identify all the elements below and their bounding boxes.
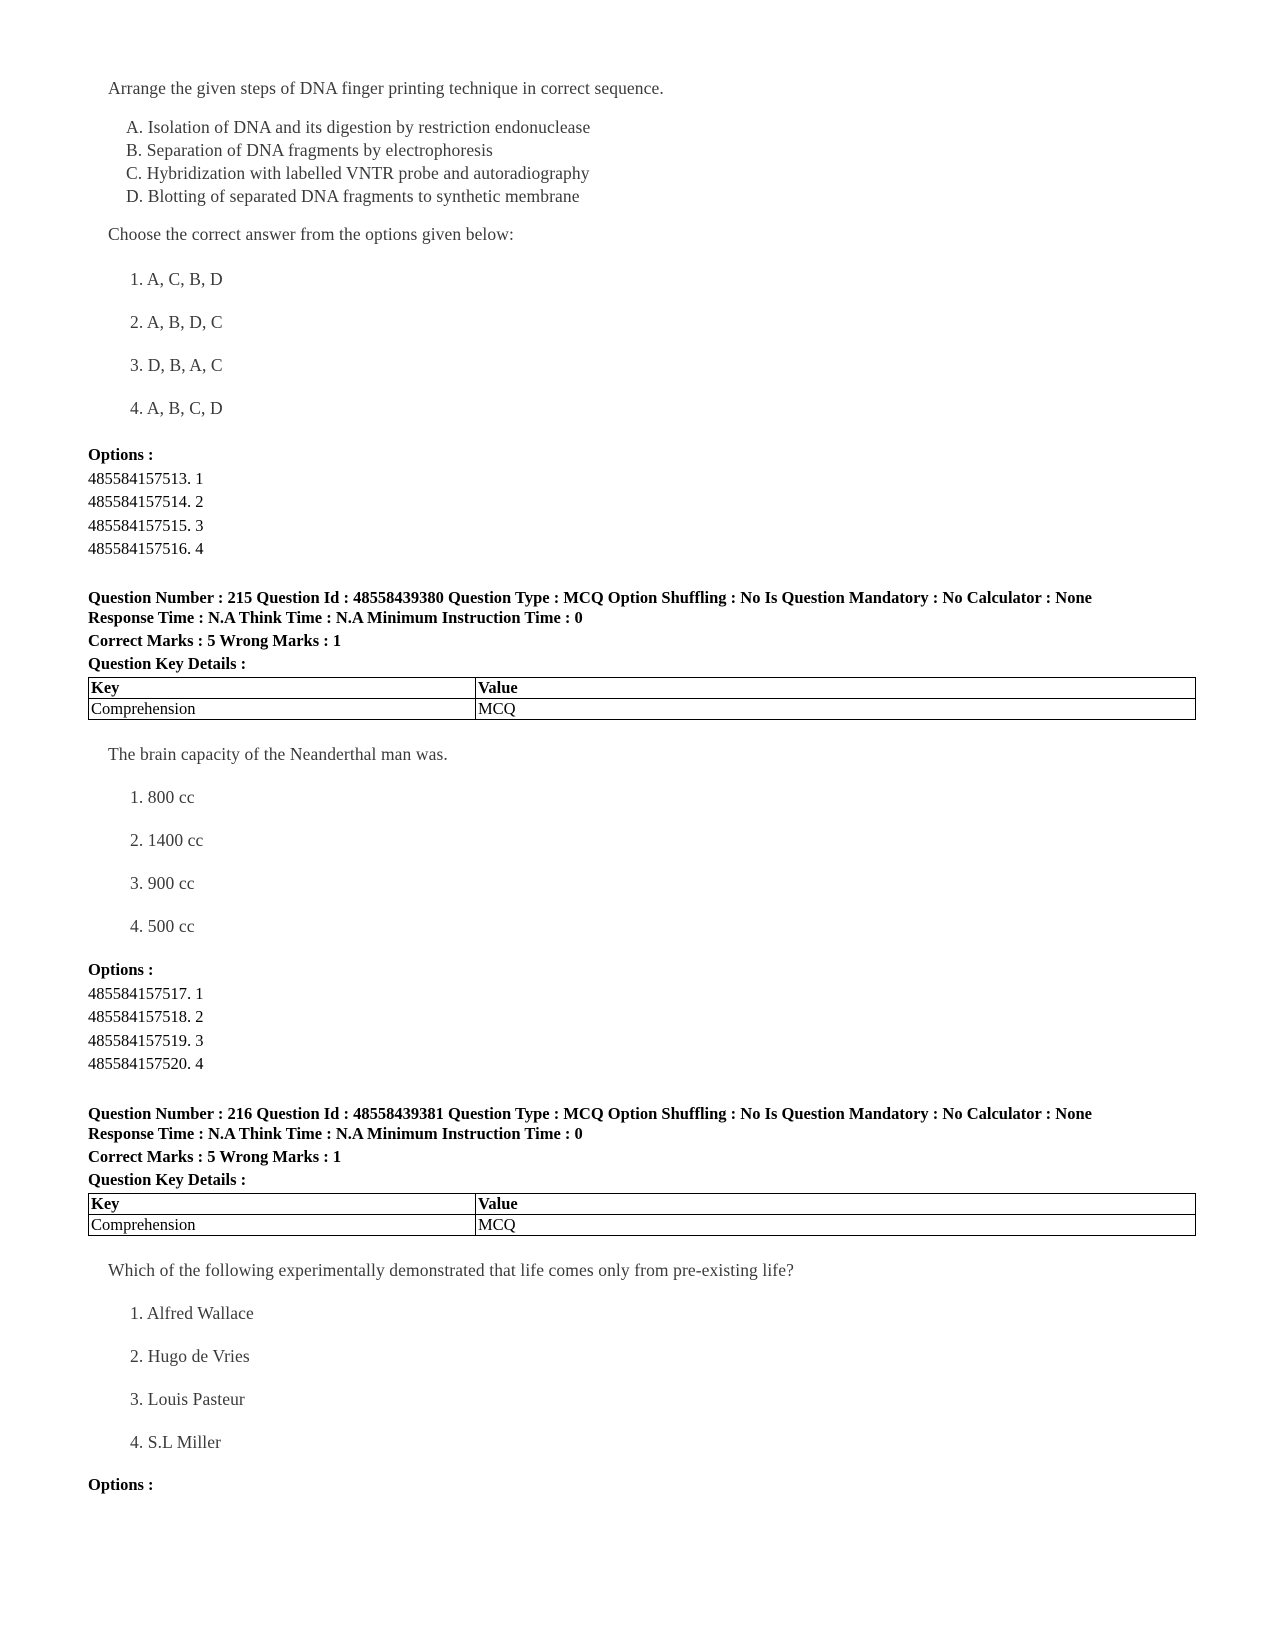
- question-meta-line: Response Time : N.A Think Time : N.A Minimum Instruction Time : 0: [88, 608, 583, 627]
- option-id: 485584157518. 2: [88, 1007, 204, 1026]
- option-id: 485584157516. 4: [88, 539, 204, 558]
- table-cell: Value: [476, 678, 1196, 699]
- step-item: B. Separation of DNA fragments by electrophoresis: [126, 140, 493, 160]
- option-id: 485584157515. 3: [88, 515, 204, 535]
- key-details-label: Question Key Details :: [88, 1170, 247, 1189]
- step-list: [126, 116, 808, 208]
- options-block: [88, 958, 204, 1076]
- choice-item: 3. D, B, A, C: [130, 355, 223, 375]
- table-cell: Key: [89, 678, 476, 699]
- options-label: Options :: [88, 960, 154, 979]
- choice-item: 2. 1400 cc: [130, 830, 204, 850]
- option-id: 485584157520. 4: [88, 1054, 204, 1073]
- choice-item: 1. A, C, B, D: [130, 269, 223, 289]
- options-block: [88, 1473, 154, 1497]
- question-215-image: [108, 744, 708, 944]
- table-cell: MCQ: [476, 699, 1196, 720]
- choice-item: 2. A, B, D, C: [130, 312, 223, 332]
- table-header-row: [89, 678, 1196, 699]
- choice-item: 4. S.L Miller: [130, 1432, 222, 1452]
- question-216-header: [88, 1104, 1092, 1190]
- table-cell: MCQ: [476, 1215, 1196, 1236]
- options-block: [88, 443, 204, 561]
- step-item: C. Hybridization with labelled VNTR probe and autoradiography: [126, 163, 590, 183]
- table-cell: Value: [476, 1194, 1196, 1215]
- choice-item: 4. A, B, C, D: [130, 398, 223, 418]
- table-header-row: [89, 1194, 1196, 1215]
- option-id: 485584157514. 2: [88, 492, 204, 511]
- table-cell: Comprehension: [89, 1215, 476, 1236]
- key-details-label: Question Key Details :: [88, 654, 247, 673]
- choice-item: 4. 500 cc: [130, 916, 195, 936]
- table-row: [89, 1215, 1196, 1236]
- marks-line: Correct Marks : 5 Wrong Marks : 1: [88, 1147, 342, 1166]
- question-meta-line: Question Number : 216 Question Id : 48558439381 Question Type : MCQ Option Shuffling : No Is Question Mandatory : No Calculator : None: [88, 1104, 1092, 1123]
- table-row: [89, 699, 1196, 720]
- options-label: Options :: [88, 1475, 154, 1494]
- choice-item: 2. Hugo de Vries: [130, 1346, 250, 1366]
- question-meta-line: Question Number : 215 Question Id : 48558439380 Question Type : MCQ Option Shuffling : No Is Question Mandatory : No Calculator : None: [88, 588, 1092, 607]
- choice-item: 3. 900 cc: [130, 873, 195, 893]
- option-id: 485584157513. 1: [88, 468, 204, 488]
- choice-item: 1. Alfred Wallace: [130, 1303, 254, 1323]
- table-cell: Key: [89, 1194, 476, 1215]
- choice-item: 3. Louis Pasteur: [130, 1389, 245, 1409]
- choose-instruction: Choose the correct answer from the options given below:: [108, 224, 514, 244]
- table-cell: Comprehension: [89, 699, 476, 720]
- step-item: A. Isolation of DNA and its digestion by restriction endonuclease: [126, 117, 591, 137]
- question-key-table: [88, 677, 1196, 720]
- question-stem: Which of the following experimentally demonstrated that life comes only from pre-existing life?: [108, 1260, 794, 1280]
- question-214-image: [108, 78, 808, 438]
- step-item: D. Blotting of separated DNA fragments to synthetic membrane: [126, 186, 580, 206]
- question-stem: The brain capacity of the Neanderthal man was.: [108, 744, 448, 764]
- option-id: 485584157519. 3: [88, 1030, 204, 1050]
- question-meta-line: Response Time : N.A Think Time : N.A Minimum Instruction Time : 0: [88, 1124, 583, 1143]
- option-id: 485584157517. 1: [88, 983, 204, 1003]
- marks-line: Correct Marks : 5 Wrong Marks : 1: [88, 631, 342, 650]
- choice-item: 1. 800 cc: [130, 787, 195, 807]
- options-label: Options :: [88, 445, 154, 464]
- question-215-header: [88, 588, 1092, 674]
- question-key-table: [88, 1193, 1196, 1236]
- question-stem: Arrange the given steps of DNA finger printing technique in correct sequence.: [108, 78, 664, 98]
- question-216-image: [108, 1260, 908, 1460]
